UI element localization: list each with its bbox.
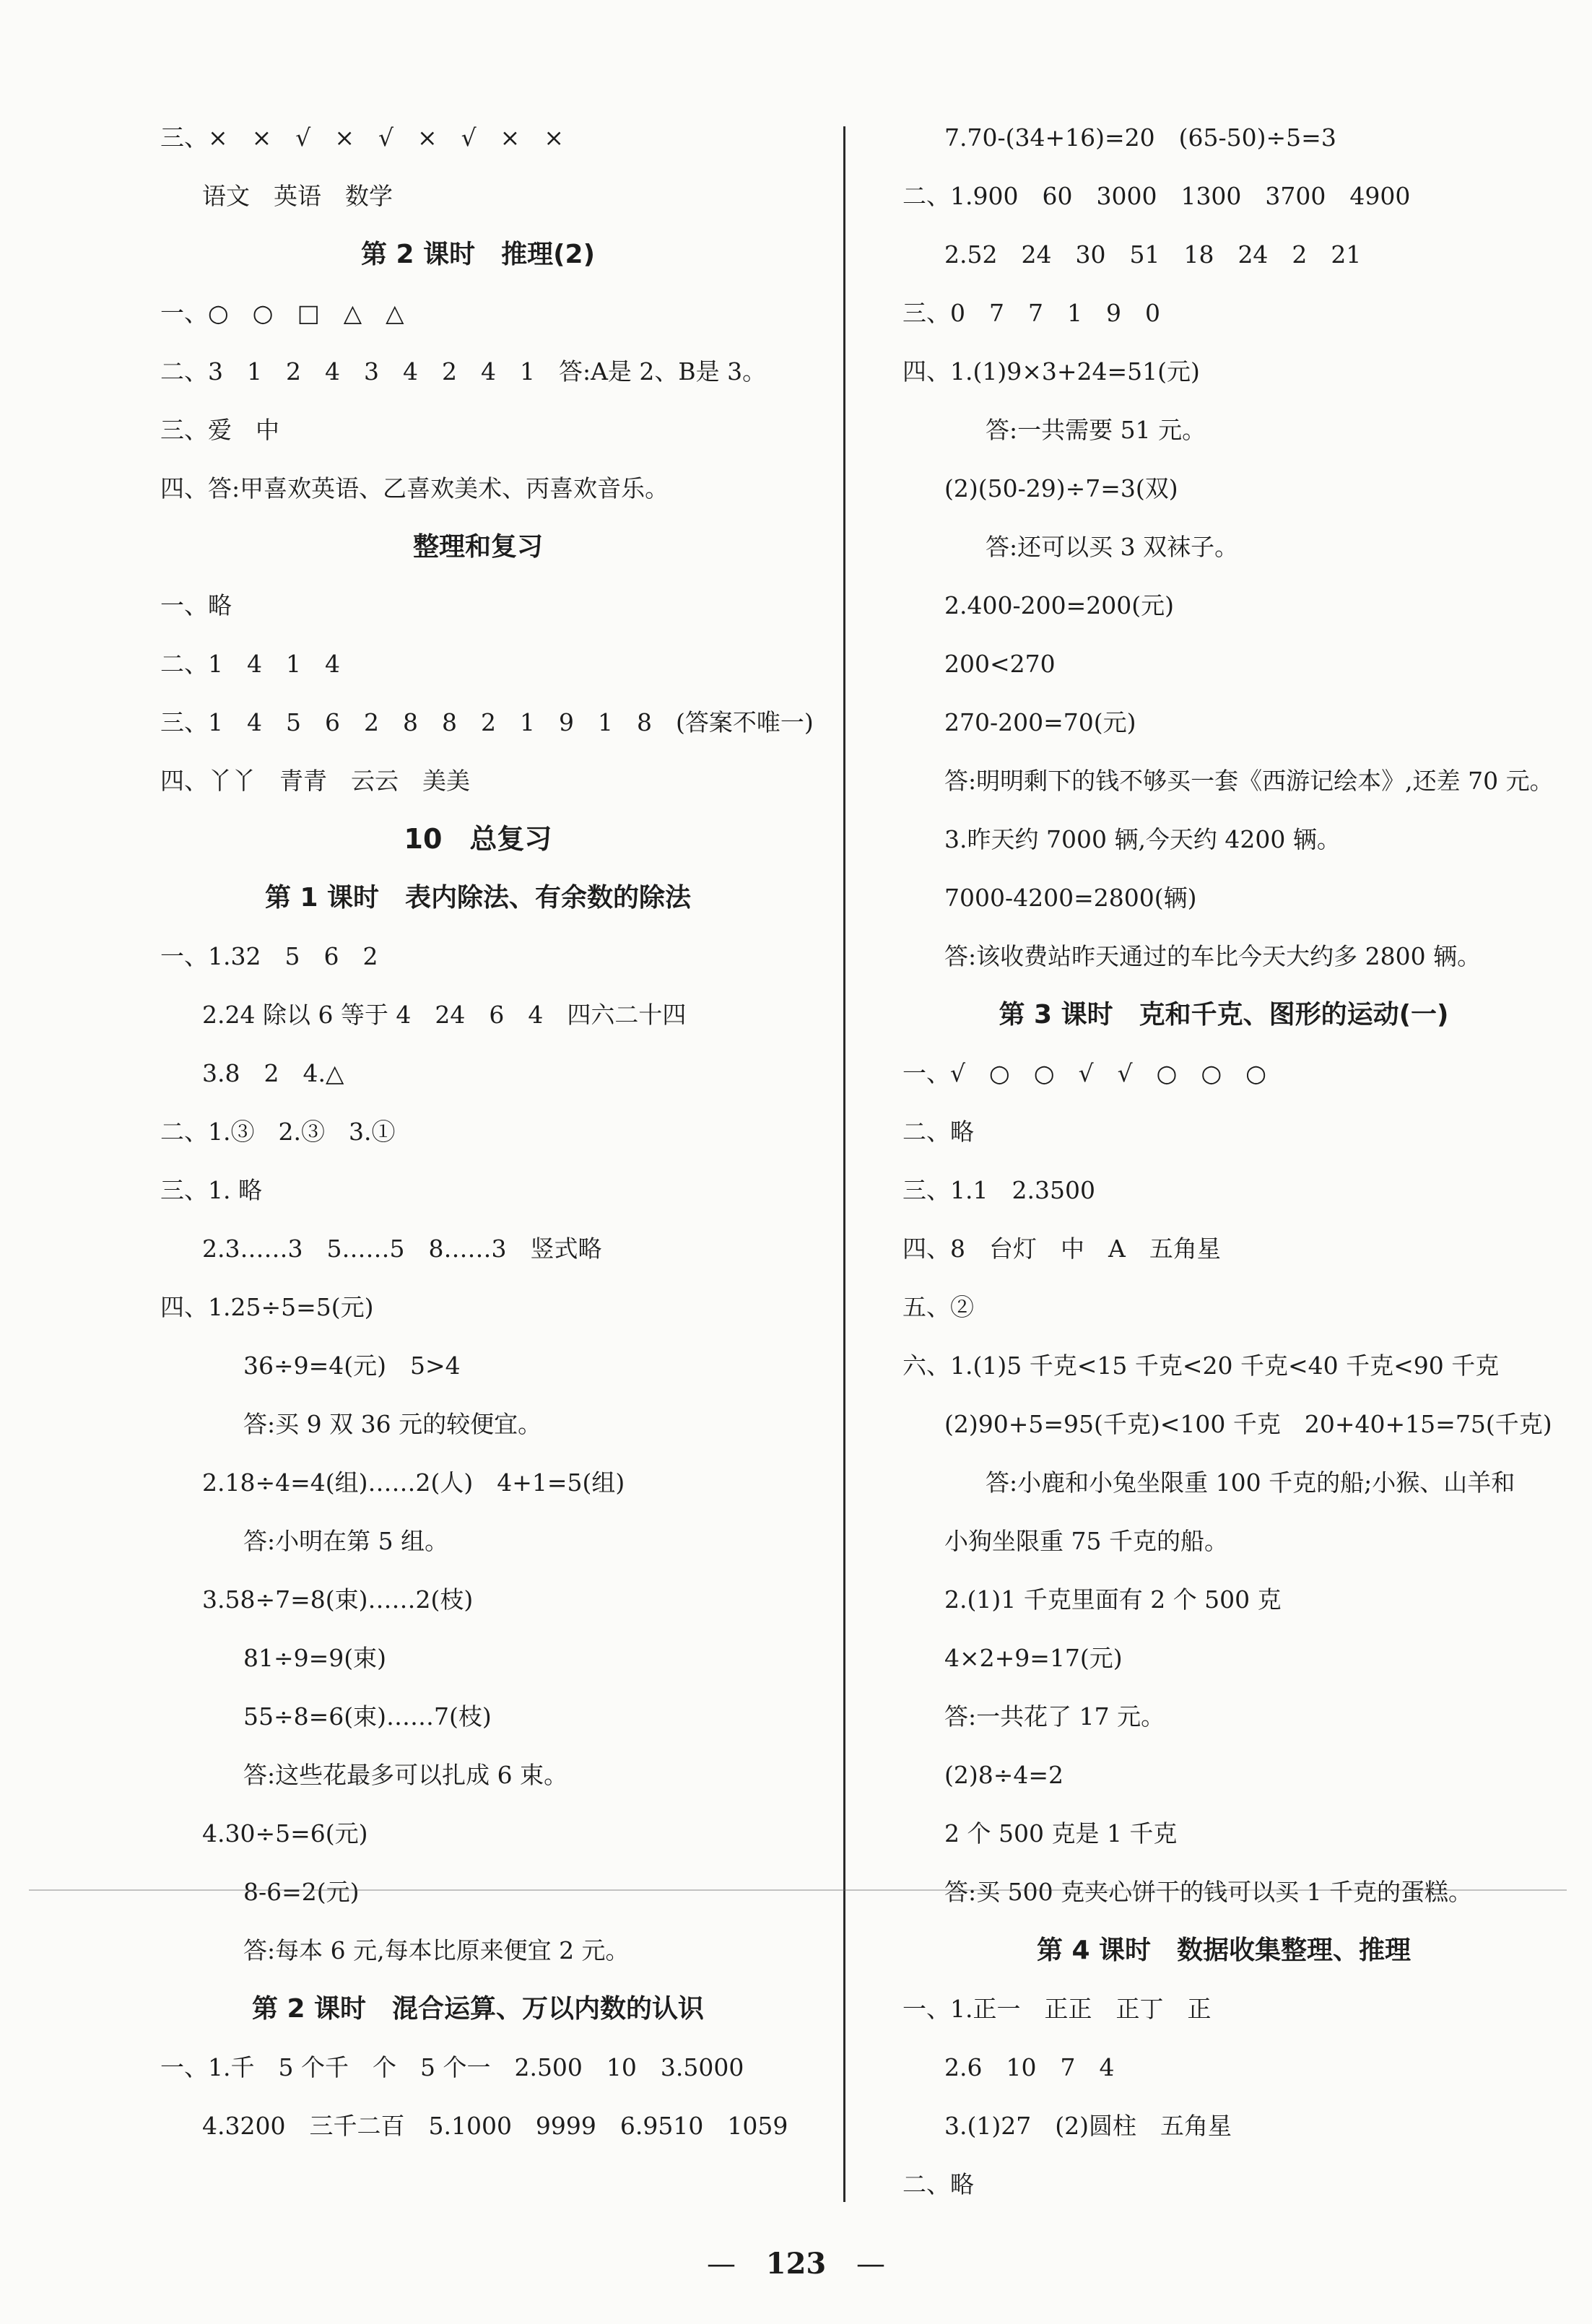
answer-line: 四、1.(1)9×3+24=51(元) [902,357,1200,386]
answer-line: 五、② [902,1293,974,1321]
answer-line: 四、丫丫 青青 云云 美美 [160,767,470,795]
section-heading: 第 3 课时 克和千克、图形的运动(一) [999,1000,1449,1030]
answer-line: 2.52 24 30 51 18 24 2 21 [944,240,1362,269]
answer-line: 3.58÷7=8(束)……2(枝) [202,1585,474,1614]
answer-line: 小狗坐限重 75 千克的船。 [944,1527,1228,1555]
page-dash-right: — [856,2247,886,2281]
section-heading: 第 2 课时 混合运算、万以内数的认识 [251,1994,705,2024]
answer-line: 语文 英语 数学 [202,182,393,210]
section-heading: 10 总复习 [404,823,552,855]
answer-line: 答:买 500 克夹心饼干的钱可以买 1 千克的蛋糕。 [944,1878,1473,1906]
answer-line: 三、1. 略 [160,1176,262,1204]
section-heading: 第 1 课时 表内除法、有余数的除法 [264,883,692,913]
answer-line: 200<270 [944,650,1056,678]
answer-line: 三、0 7 7 1 9 0 [902,299,1160,327]
answer-line: 2.18÷4=4(组)……2(人) 4+1=5(组) [202,1468,625,1497]
answer-line: 答:一共需要 51 元。 [986,416,1206,444]
answer-line: 二、略 [902,1118,974,1146]
answer-line: 四、8 台灯 中 A 五角星 [902,1235,1221,1263]
answer-line: 2 个 500 克是 1 千克 [944,1819,1178,1848]
answer-line: 六、1.(1)5 千克<15 千克<20 千克<40 千克<90 千克 [902,1352,1500,1380]
answer-line: 4.3200 三千二百 5.1000 9999 6.9510 1059 [202,2112,788,2140]
answer-line: 二、3 1 2 4 3 4 2 4 1 答:A是 2、B是 3。 [160,357,767,386]
section-heading: 第 2 课时 推理(2) [360,240,596,269]
answer-line: 2.6 10 7 4 [944,2053,1115,2081]
answer-line: 2.400-200=200(元) [944,591,1174,619]
answer-line: 一、略 [160,591,232,619]
answer-line: 7.70-(34+16)=20 (65-50)÷5=3 [944,123,1336,152]
answer-line: 4×2+9=17(元) [944,1644,1123,1672]
answer-line: 答:小鹿和小兔坐限重 100 千克的船;小猴、山羊和 [986,1468,1515,1497]
answer-line: 二、1.900 60 3000 1300 3700 4900 [902,182,1411,210]
answer-line: 答:小明在第 5 组。 [243,1527,449,1555]
section-heading: 整理和复习 [412,532,543,562]
answer-line: 答:还可以买 3 双袜子。 [986,533,1239,561]
answer-line: (2)8÷4=2 [944,1761,1064,1789]
answer-line: 答:一共花了 17 元。 [944,1702,1165,1731]
answer-line: 二、1 4 1 4 [160,650,340,678]
answer-line: 一、√ ○ ○ √ √ ○ ○ ○ [902,1059,1267,1087]
answer-line: 一、1.32 5 6 2 [160,942,378,970]
answer-line: 二、1.③ 2.③ 3.① [160,1118,396,1146]
answer-line: 四、答:甲喜欢英语、乙喜欢美术、丙喜欢音乐。 [160,474,669,502]
answer-line: 答:该收费站昨天通过的车比今天大约多 2800 辆。 [944,942,1482,970]
scan-shadow-line [29,1889,1567,1891]
answer-line: 答:这些花最多可以扎成 6 束。 [243,1761,568,1789]
answer-line: 3.8 2 4.△ [202,1059,344,1087]
section-heading: 第 4 课时 数据收集整理、推理 [1036,1936,1412,1965]
answer-line: 答:明明剩下的钱不够买一套《西游记绘本》,还差 70 元。 [944,767,1554,795]
answer-line: 一、1.正一 正正 正丁 正 [902,1995,1212,2023]
answer-line: 四、1.25÷5=5(元) [160,1293,374,1321]
answer-line: (2)(50-29)÷7=3(双) [944,474,1178,502]
answer-line: (2)90+5=95(千克)<100 千克 20+40+15=75(千克) [944,1410,1552,1438]
answer-line: 2.(1)1 千克里面有 2 个 500 克 [944,1585,1282,1614]
left-column [160,108,814,2155]
answer-line: 81÷9=9(束) [243,1644,387,1672]
answer-line: 三、× × √ × √ × √ × × [160,123,564,152]
right-column [902,108,1554,2214]
answer-line: 55÷8=6(束)……7(枝) [243,1702,492,1731]
answer-line: 2.24 除以 6 等于 4 24 6 4 四六二十四 [202,1001,687,1029]
answer-line: 一、○ ○ □ △ △ [160,299,404,327]
answer-line: 2.3……3 5……5 8……3 竖式略 [202,1235,602,1263]
answer-line: 答:买 9 双 36 元的较便宜。 [243,1410,542,1438]
answer-line: 270-200=70(元) [944,708,1136,736]
answer-line: 三、爱 中 [160,416,279,444]
answer-line: 三、1 4 5 6 2 8 8 2 1 9 1 8 (答案不唯一) [160,708,814,736]
page-number: 123 [765,2247,827,2281]
page-number-footer [0,2247,1592,2281]
page-dash-left: — [706,2247,736,2281]
answer-line: 7000-4200=2800(辆) [944,884,1197,912]
answer-line: 三、1.1 2.3500 [902,1176,1095,1204]
answer-line: 一、1.千 5 个千 个 5 个一 2.500 10 3.5000 [160,2053,744,2081]
answer-line: 36÷9=4(元) 5>4 [243,1352,461,1380]
answer-line: 3.昨天约 7000 辆,今天约 4200 辆。 [944,825,1341,853]
answer-line: 二、略 [902,2170,974,2198]
answer-line: 3.(1)27 (2)圆柱 五角星 [944,2112,1232,2140]
answer-line: 8-6=2(元) [243,1878,360,1906]
answer-line: 答:每本 6 元,每本比原来便宜 2 元。 [243,1936,630,1964]
answer-line: 4.30÷5=6(元) [202,1819,368,1848]
